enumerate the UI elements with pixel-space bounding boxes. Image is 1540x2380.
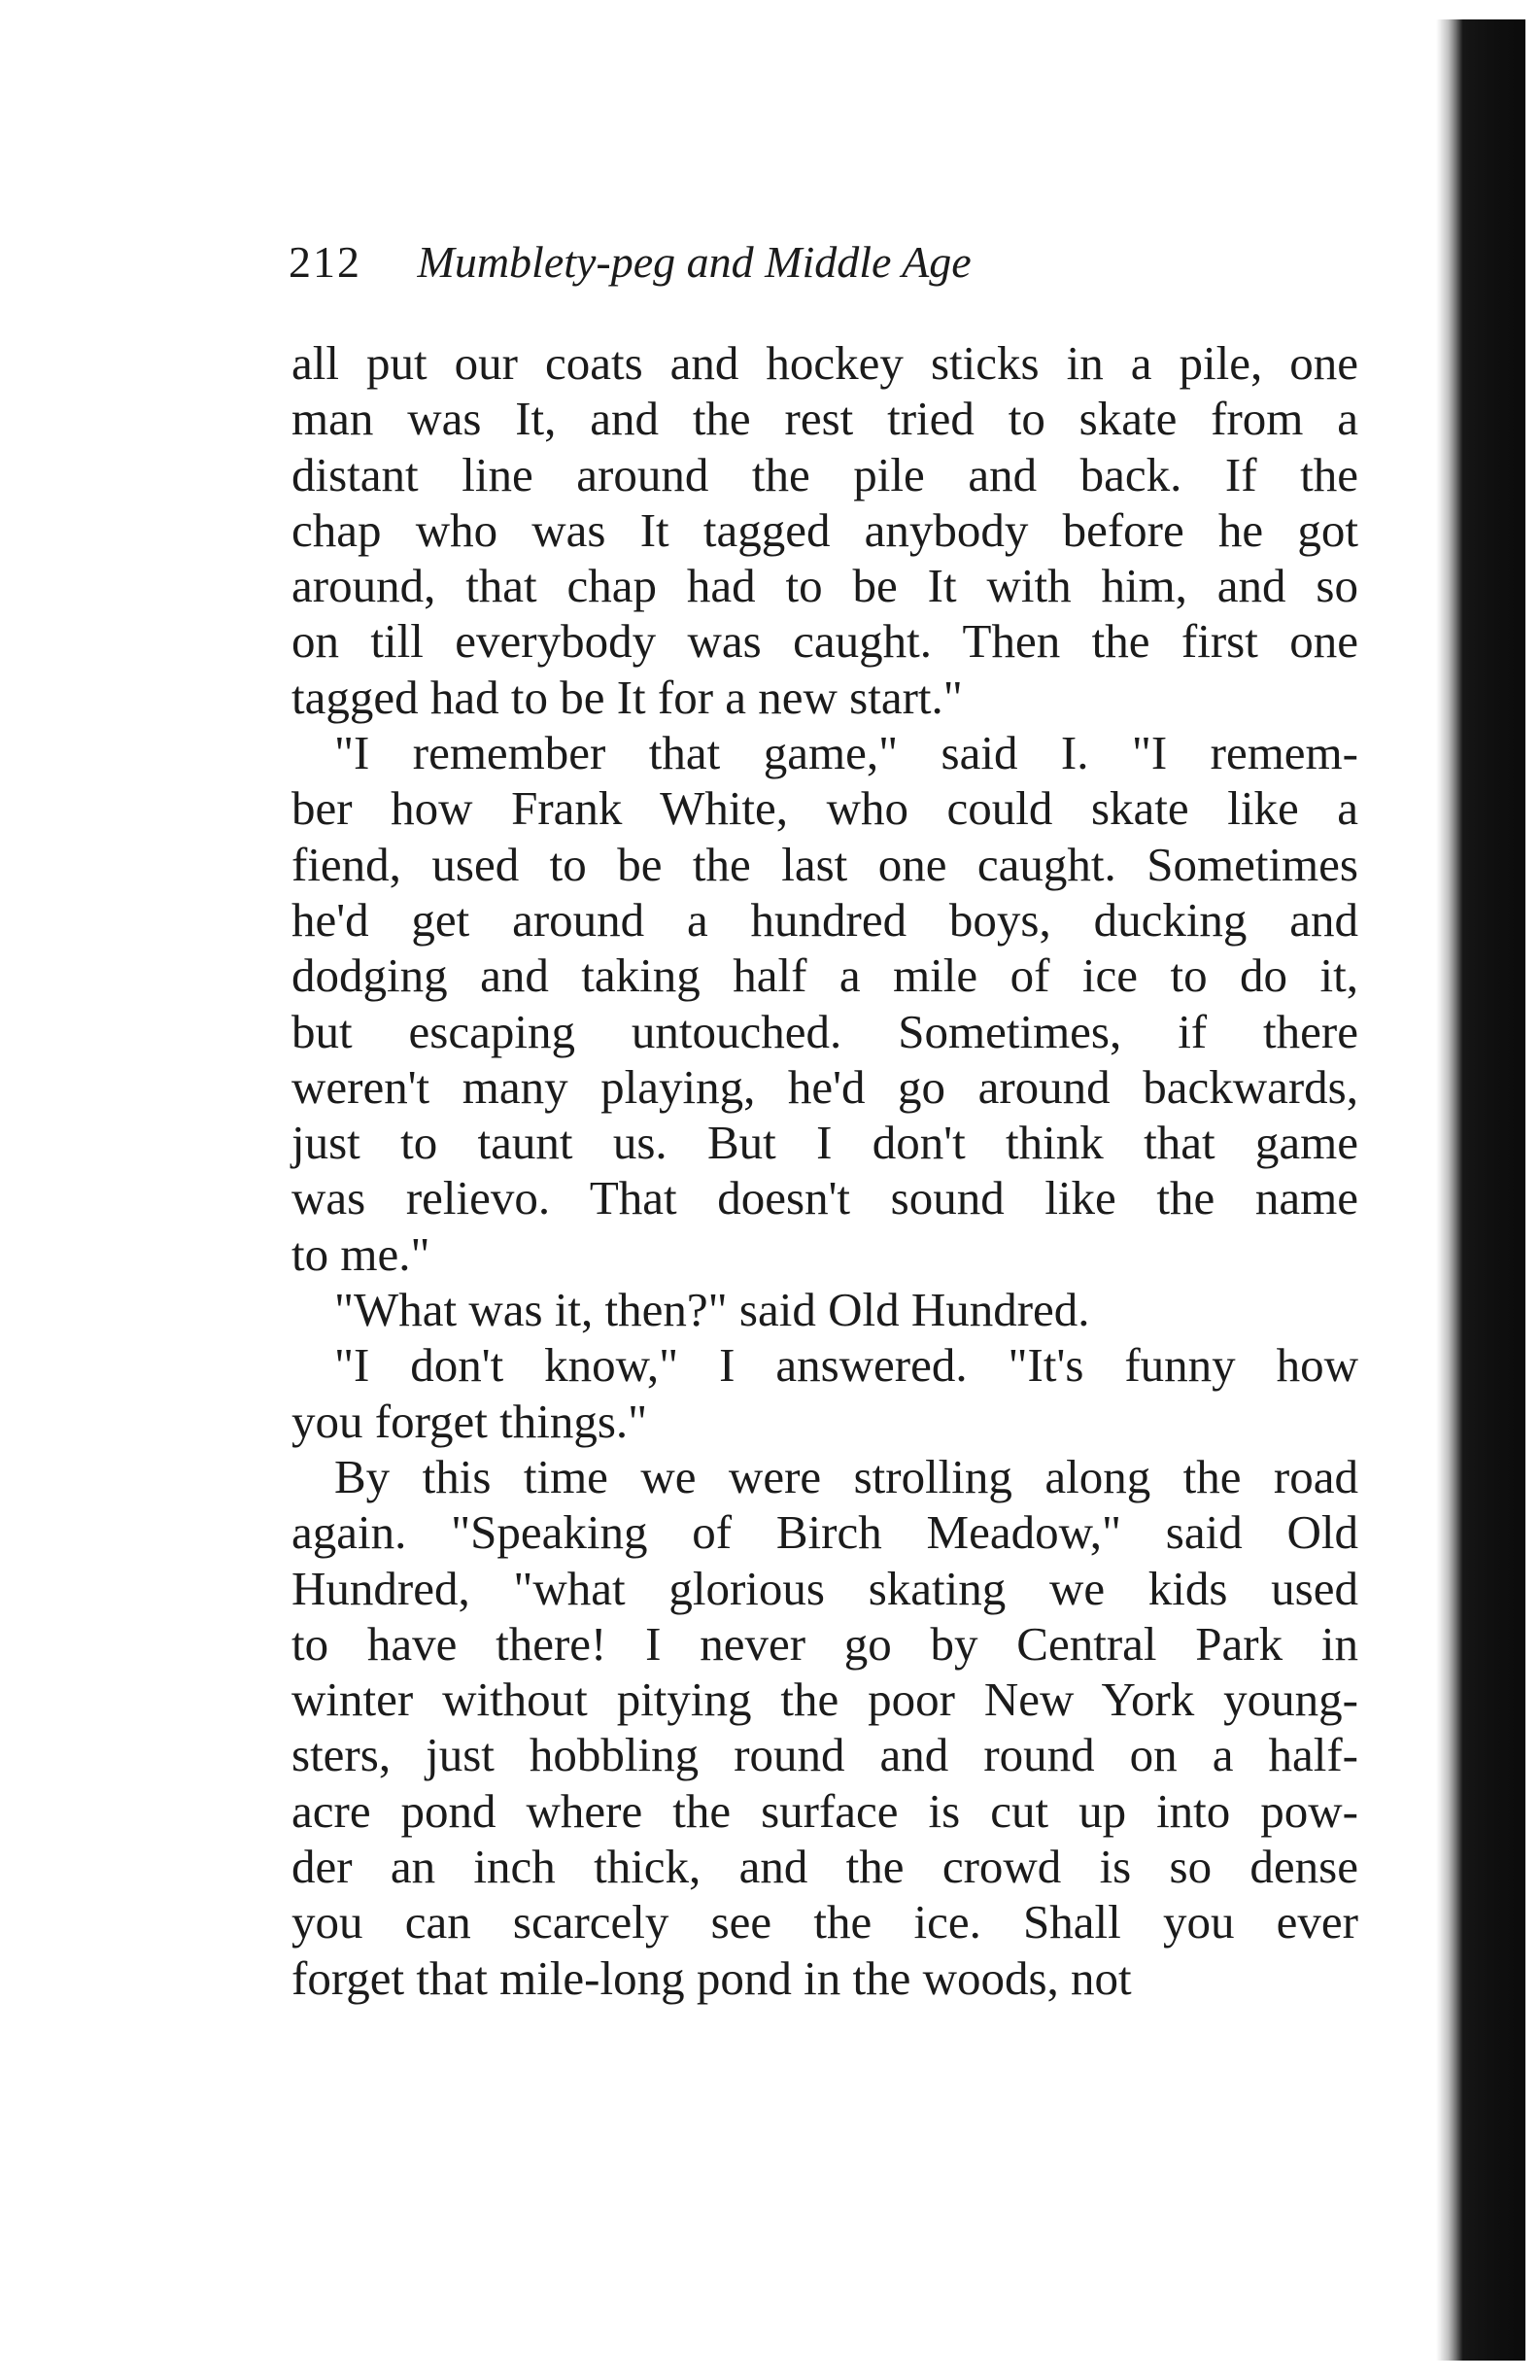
text-line: "I don't know," I answered. "It's funny how — [334, 1338, 1358, 1393]
text-line: you forget things." — [291, 1394, 648, 1448]
text-line: "What was it, then?" said Old Hundred. — [334, 1283, 1090, 1337]
text-line: just to taunt us. But I don't think that game — [291, 1116, 1358, 1170]
text-line: acre pond where the surface is cut up into pow- — [291, 1783, 1358, 1838]
text-line: all put our coats and hockey sticks in a pile, one — [291, 336, 1358, 390]
text-line: weren't many playing, he'd go around backwards, — [291, 1059, 1358, 1114]
text-line: to me." — [291, 1226, 430, 1281]
text-line: on till everybody was caught. Then the first one — [291, 614, 1358, 669]
text-line: man was It, and the rest tried to skate from a — [291, 392, 1358, 446]
text-line: winter without pitying the poor New York young- — [291, 1673, 1358, 1727]
body-text — [291, 335, 1360, 2006]
text-line: dodging and taking half a mile of ice to do it, — [291, 949, 1358, 1003]
text-line: you can scarcely see the ice. Shall you ever — [291, 1895, 1358, 1949]
text-line: around, that chap had to be It with him, and so — [291, 559, 1358, 613]
text-line: distant line around the pile and back. If the — [291, 447, 1358, 501]
text-line: fiend, used to be the last one caught. Sometimes — [291, 837, 1358, 891]
text-line: he'd get around a hundred boys, ducking and — [291, 892, 1358, 947]
text-line: der an inch thick, and the crowd is so dense — [291, 1840, 1358, 1894]
page-number: 212 — [289, 237, 361, 287]
running-header — [289, 233, 1260, 292]
text-line: sters, just hobbling round and round on a half- — [291, 1728, 1358, 1782]
text-line: again. "Speaking of Birch Meadow," said Old — [291, 1505, 1358, 1560]
text-line: By this time we were strolling along the road — [334, 1449, 1358, 1503]
text-line: but escaping untouched. Sometimes, if there — [291, 1004, 1358, 1058]
scan-edge-shadow — [1436, 19, 1525, 2361]
text-line: Hundred, "what glorious skating we kids used — [291, 1561, 1358, 1615]
text-line: chap who was It tagged anybody before he got — [291, 502, 1358, 557]
text-line: tagged had to be It for a new start." — [291, 670, 963, 724]
text-line: forget that mile-long pond in the woods, not — [291, 1950, 1132, 2005]
running-title: Mumblety-peg and Middle Age — [417, 237, 972, 287]
text-line: ber how Frank White, who could skate like a — [291, 781, 1358, 836]
text-line: was relievo. That doesn't sound like the name — [291, 1171, 1358, 1225]
text-line: to have there! I never go by Central Park in — [291, 1616, 1358, 1671]
text-line: "I remember that game," said I. "I remem- — [334, 726, 1358, 780]
